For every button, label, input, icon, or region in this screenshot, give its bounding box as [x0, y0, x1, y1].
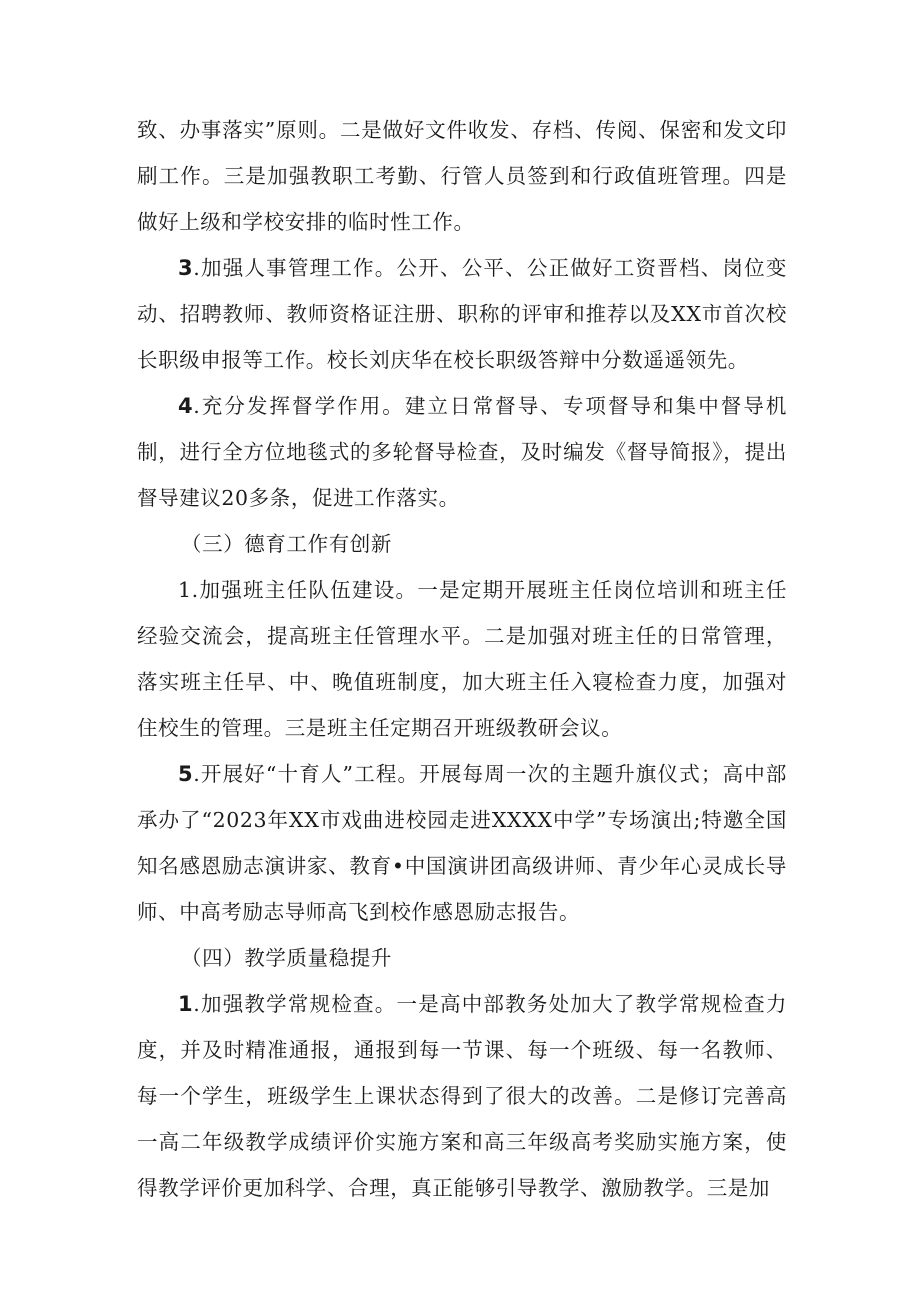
paragraph-item-3	[137, 245, 787, 383]
document-body	[137, 107, 787, 1211]
paragraph-item-1-teaching-routine	[137, 981, 787, 1211]
section-heading-teaching-quality: （四）教学质量稳提升	[181, 946, 392, 970]
paragraph-text: 致、办事落实”原则。二是做好文件收发、存档、传阅、保密和发文印刷工作。三是加强教职工考勤、行管人员签到和行政值班管理。四是做好上级和学校安排的临时性工作。	[137, 118, 787, 234]
paragraph-item-5	[137, 751, 787, 935]
paragraph-item-1-class-teachers	[137, 567, 787, 751]
paragraph-text: .充分发挥督学作用。建立日常督导、专项督导和集中督导机制，进行全方位地毯式的多轮督导检查，及时编发《督导简报》，提出督导建议20多条，促进工作落实。	[137, 394, 787, 510]
item-number: 3	[178, 256, 194, 280]
paragraph-text: .加强人事管理工作。公开、公平、公正做好工资晋档、岗位变动、招聘教师、教师资格证注册、职称的评审和推荐以及XX市首次校长职级申报等工作。校长刘庆华在校长职级答辩中分数遥遥领先。	[137, 256, 787, 372]
paragraph-item-4	[137, 383, 787, 521]
item-number: 5	[178, 762, 194, 786]
section-heading-moral-education: （三）德育工作有创新	[181, 532, 392, 556]
paragraph-continuation	[137, 107, 787, 245]
paragraph-text: .加强教学常规检查。一是高中部教务处加大了教学常规检查力度，并及时精准通报，通报到每一节课、每一个班级、每一名教师、每一个学生，班级学生上课状态得到了很大的改善。二是修订完善高一高二年级教学成绩评价实施方案和高三年级高考奖励实施方案，使得教学评价更加科学、合理，真正能够引导教学、激励教学。三是加	[137, 992, 787, 1200]
item-number: 1	[178, 992, 194, 1016]
item-number: 4	[178, 394, 194, 418]
paragraph-text: 1.加强班主任队伍建设。一是定期开展班主任岗位培训和班主任经验交流会，提高班主任管理水平。二是加强对班主任的日常管理，落实班主任早、中、晚值班制度，加大班主任入寝检查力度，加强对住校生的管理。三是班主任定期召开班级教研会议。	[137, 578, 787, 740]
paragraph-text: .开展好“十育人”工程。开展每周一次的主题升旗仪式；高中部承办了“2023年XX市戏曲进校园走进XXXX中学”专场演出;特邀全国知名感恩励志演讲家、教育•中国演讲团高级讲师、青少年心灵成长导师、中高考励志导师高飞到校作感恩励志报告。	[137, 762, 787, 924]
